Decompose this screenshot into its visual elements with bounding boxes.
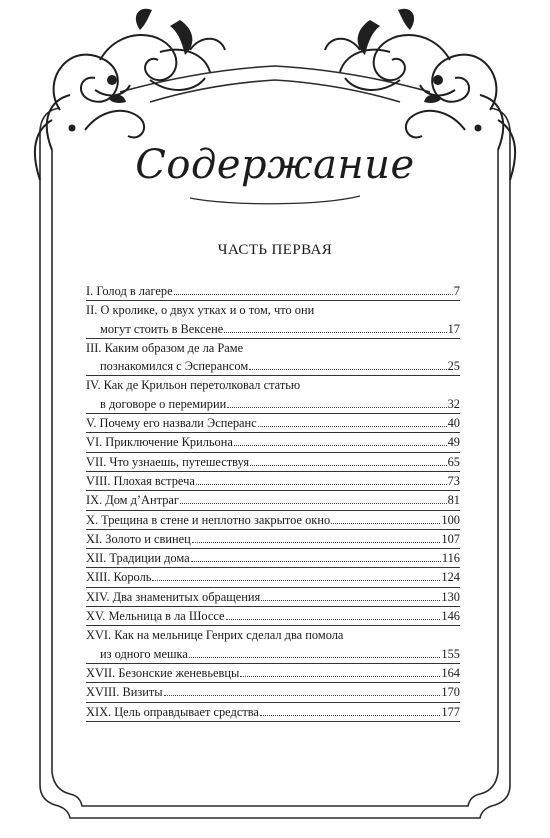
toc-entry[interactable] [86, 683, 460, 702]
toc-entry[interactable] [86, 472, 460, 491]
toc-entry-title-line: познакомился с Эсперансом [100, 359, 249, 374]
toc-entry-title: V. Почему его назвали Эсперанс [86, 416, 257, 431]
toc-entry-title-line: XVI. Как на мельнице Генрих сделал два помола [86, 628, 344, 643]
table-of-contents [86, 282, 460, 722]
part-heading: ЧАСТЬ ПЕРВАЯ [217, 242, 333, 258]
toc-page-number: 146 [441, 609, 460, 624]
toc-entry[interactable] [86, 588, 460, 607]
dot-leader [240, 676, 440, 677]
dot-leader [180, 503, 447, 504]
toc-entry-title: XI. Золото и свинец [86, 531, 191, 546]
toc-page-number: 7 [453, 284, 460, 298]
dot-leader [164, 695, 441, 696]
toc-entry-title: XVIII. Визиты [86, 685, 163, 700]
page-title: Содержание [135, 142, 415, 188]
dot-leader [226, 619, 441, 620]
dot-leader [261, 600, 440, 601]
toc-page-number: 81 [447, 493, 460, 508]
toc-entry-title: VII. Что узнаешь, путешествуя [86, 454, 250, 469]
toc-page-number: 49 [447, 435, 460, 450]
toc-page-number: 40 [447, 416, 460, 431]
toc-entry-title: I. Голод в лагере [86, 284, 173, 298]
dot-leader [331, 523, 440, 524]
toc-entry[interactable] [86, 664, 460, 683]
toc-page-number: 107 [441, 531, 460, 546]
toc-entry-title: XIX. Цель оправдывает средства [86, 704, 259, 719]
toc-entry-title: XIV. Два знаменитых обращения [86, 589, 261, 604]
dot-leader [192, 542, 441, 543]
toc-entry-title-line: могут стоить в Вексене [100, 321, 224, 336]
toc-page-number: 177 [441, 704, 460, 719]
dot-leader [224, 332, 446, 333]
toc-page-number: 164 [441, 665, 460, 680]
dot-leader [234, 445, 447, 446]
toc-page-number: 116 [441, 551, 460, 566]
toc-entry-title: XIII. Король [86, 570, 152, 585]
toc-entry[interactable] [86, 626, 460, 664]
dot-leader [227, 407, 446, 408]
toc-entry[interactable] [86, 607, 460, 626]
toc-entry[interactable] [86, 282, 460, 301]
toc-entry[interactable] [86, 339, 460, 377]
toc-entry-title: IX. Дом д’Антраг [86, 493, 179, 508]
toc-entry[interactable] [86, 453, 460, 472]
toc-entry[interactable] [86, 568, 460, 587]
toc-page-number: 124 [441, 570, 460, 585]
title-swash [190, 196, 360, 204]
toc-entry-title-line: II. О кролике, о двух утках и о том, что они [86, 303, 315, 318]
toc-entry[interactable] [86, 301, 460, 339]
toc-entry-title: XVII. Безонские женевьевцы [86, 665, 240, 680]
toc-entry-title: X. Трещина в стене и неплотно закрытое окно [86, 512, 331, 527]
toc-entry[interactable] [86, 703, 460, 722]
toc-entry[interactable] [86, 376, 460, 414]
dot-leader [152, 580, 440, 581]
toc-entry-title-line: в договоре о перемирии [100, 396, 227, 411]
toc-entry[interactable] [86, 530, 460, 549]
toc-entry-title-line: III. Каким образом де ла Раме [86, 340, 244, 355]
dot-leader [196, 484, 447, 485]
toc-entry[interactable] [86, 511, 460, 530]
toc-entry-title: VI. Приключение Крильона [86, 435, 233, 450]
toc-entry-title: XV. Мельница в ла Шоссе [86, 609, 225, 624]
dot-leader [191, 561, 441, 562]
toc-page-number: 25 [447, 359, 460, 374]
toc-page-number: 170 [441, 685, 460, 700]
dot-leader [258, 426, 447, 427]
toc-page-number: 32 [447, 396, 460, 411]
toc-page-number: 155 [441, 646, 460, 661]
dot-leader [249, 369, 446, 370]
dot-leader [174, 294, 453, 295]
toc-entry[interactable] [86, 414, 460, 433]
toc-entry[interactable] [86, 491, 460, 510]
dot-leader [260, 715, 440, 716]
toc-entry[interactable] [86, 433, 460, 452]
toc-entry-title-line: из одного мешка [100, 646, 188, 661]
toc-entry-title: VIII. Плохая встреча [86, 473, 195, 488]
toc-entry-title-line: IV. Как де Крильон перетолковал статью [86, 378, 301, 393]
toc-page-number: 17 [447, 321, 460, 336]
toc-entry-title: XII. Традиции дома [86, 551, 190, 566]
toc-page-number: 65 [447, 454, 460, 469]
dot-leader [189, 657, 441, 658]
toc-page-number: 130 [441, 589, 460, 604]
dot-leader [250, 465, 446, 466]
toc-page-number: 73 [447, 473, 460, 488]
toc-page-number: 100 [441, 512, 460, 527]
toc-entry[interactable] [86, 549, 460, 568]
